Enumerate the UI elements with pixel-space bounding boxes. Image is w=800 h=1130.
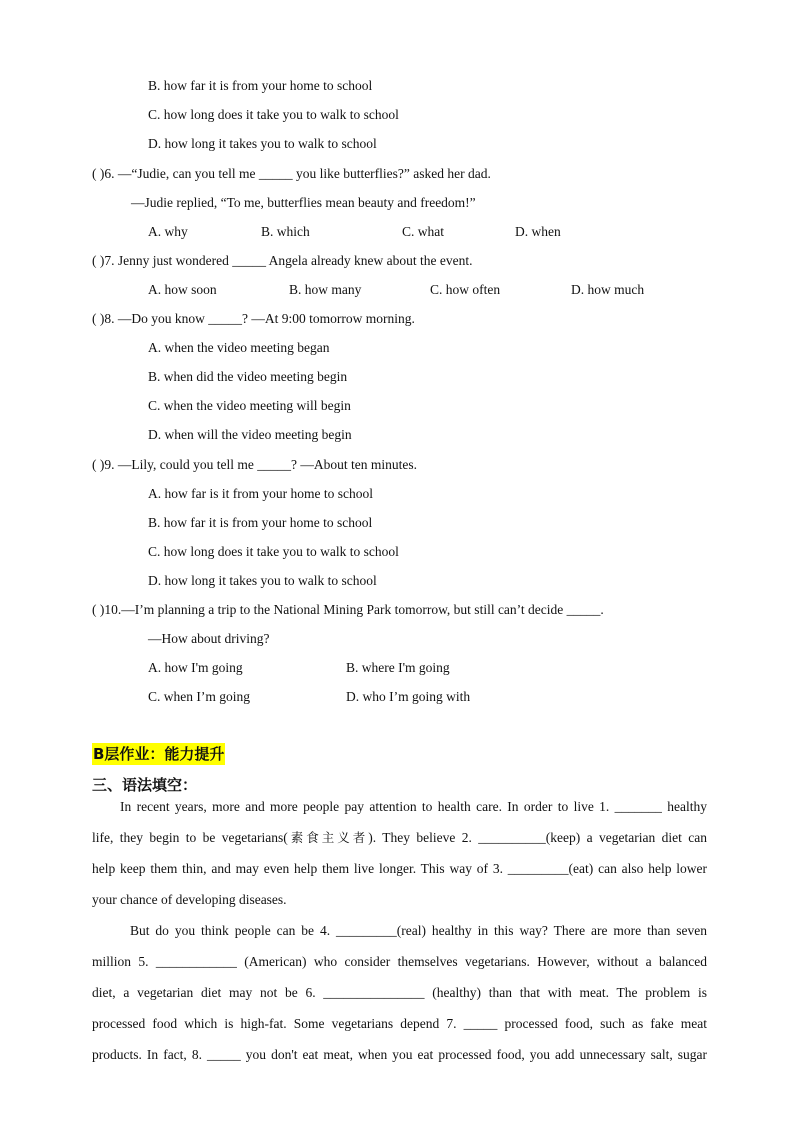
passage-line: diet, a vegetarian diet may not be 6. _______________ (healthy) than that with meat. The problem is bbox=[92, 985, 707, 1000]
passage-line: In recent years, more and more people pay attention to health care. In order to live 1. _______ healthy bbox=[120, 799, 707, 814]
q7-option-d: D. how much bbox=[571, 282, 645, 297]
q8-option-d: D. when will the video meeting begin bbox=[148, 427, 352, 442]
grammar-fill-heading: 三、语法填空： bbox=[92, 776, 198, 794]
q8-option-a: A. when the video meeting began bbox=[148, 340, 330, 355]
q9-stem: ( )9. —Lily, could you tell me _____? —About ten minutes. bbox=[92, 457, 417, 472]
q10-option-d: D. who I’m going with bbox=[346, 689, 471, 704]
passage-line: million 5. ____________ (American) who consider themselves vegetarians. However, without a balanced bbox=[92, 954, 707, 969]
q10-stem: ( )10.—I’m planning a trip to the National Mining Park tomorrow, but still can’t decide _____. bbox=[92, 602, 604, 617]
q5-option-d: D. how long it takes you to walk to school bbox=[148, 136, 377, 151]
passage-line: your chance of developing diseases. bbox=[92, 892, 287, 907]
q9-option-d: D. how long it takes you to walk to school bbox=[148, 573, 377, 588]
section-b-heading: B层作业：能力提升 bbox=[93, 745, 225, 763]
q6-option-b: B. which bbox=[261, 224, 310, 239]
passage-line: But do you think people can be 4. _________(real) healthy in this way? There are more than seven bbox=[130, 923, 707, 938]
passage-text: life, they begin to be vegetarians( bbox=[92, 830, 288, 845]
q10-option-c: C. when I’m going bbox=[148, 689, 250, 704]
q6-option-d: D. when bbox=[515, 224, 561, 239]
q8-option-b: B. when did the video meeting begin bbox=[148, 369, 348, 384]
q8-stem: ( )8. —Do you know _____? —At 9:00 tomorrow morning. bbox=[92, 311, 415, 326]
q7-stem: ( )7. Jenny just wondered _____ Angela already knew about the event. bbox=[92, 253, 473, 268]
q9-option-a: A. how far is it from your home to school bbox=[148, 486, 373, 501]
q10-reply: —How about driving? bbox=[148, 631, 270, 646]
passage-line: processed food which is high-fat. Some vegetarians depend 7. _____ processed food, such as fake meat bbox=[92, 1016, 707, 1031]
passage-chinese-gloss: 素食主义者 bbox=[287, 830, 369, 845]
q6-stem: ( )6. —“Judie, can you tell me _____ you like butterflies?” asked her dad. bbox=[92, 166, 491, 181]
q6-reply: —Judie replied, “To me, butterflies mean beauty and freedom!” bbox=[131, 195, 476, 210]
q9-option-c: C. how long does it take you to walk to school bbox=[148, 544, 399, 559]
q7-option-c: C. how often bbox=[430, 282, 501, 297]
passage-line bbox=[92, 822, 707, 853]
q10-option-a: A. how I'm going bbox=[148, 660, 243, 675]
q6-option-c: C. what bbox=[402, 224, 444, 239]
passage-text: ). They believe 2. __________(keep) a vegetarian diet can bbox=[368, 830, 707, 845]
q5-option-c: C. how long does it take you to walk to school bbox=[148, 107, 399, 122]
q9-option-b: B. how far it is from your home to school bbox=[148, 515, 373, 530]
q8-option-c: C. when the video meeting will begin bbox=[148, 398, 351, 413]
passage-line: help keep them thin, and may even help them live longer. This way of 3. _________(eat) can also help lower bbox=[92, 861, 707, 876]
q7-option-b: B. how many bbox=[289, 282, 362, 297]
q6-option-a: A. why bbox=[148, 224, 188, 239]
passage bbox=[92, 791, 707, 1070]
q7-option-a: A. how soon bbox=[148, 282, 217, 297]
passage-line: products. In fact, 8. _____ you don't eat meat, when you eat processed food, you add unnecessary salt, sugar bbox=[92, 1047, 707, 1062]
q10-option-b: B. where I'm going bbox=[346, 660, 450, 675]
q5-option-b: B. how far it is from your home to school bbox=[148, 78, 373, 93]
